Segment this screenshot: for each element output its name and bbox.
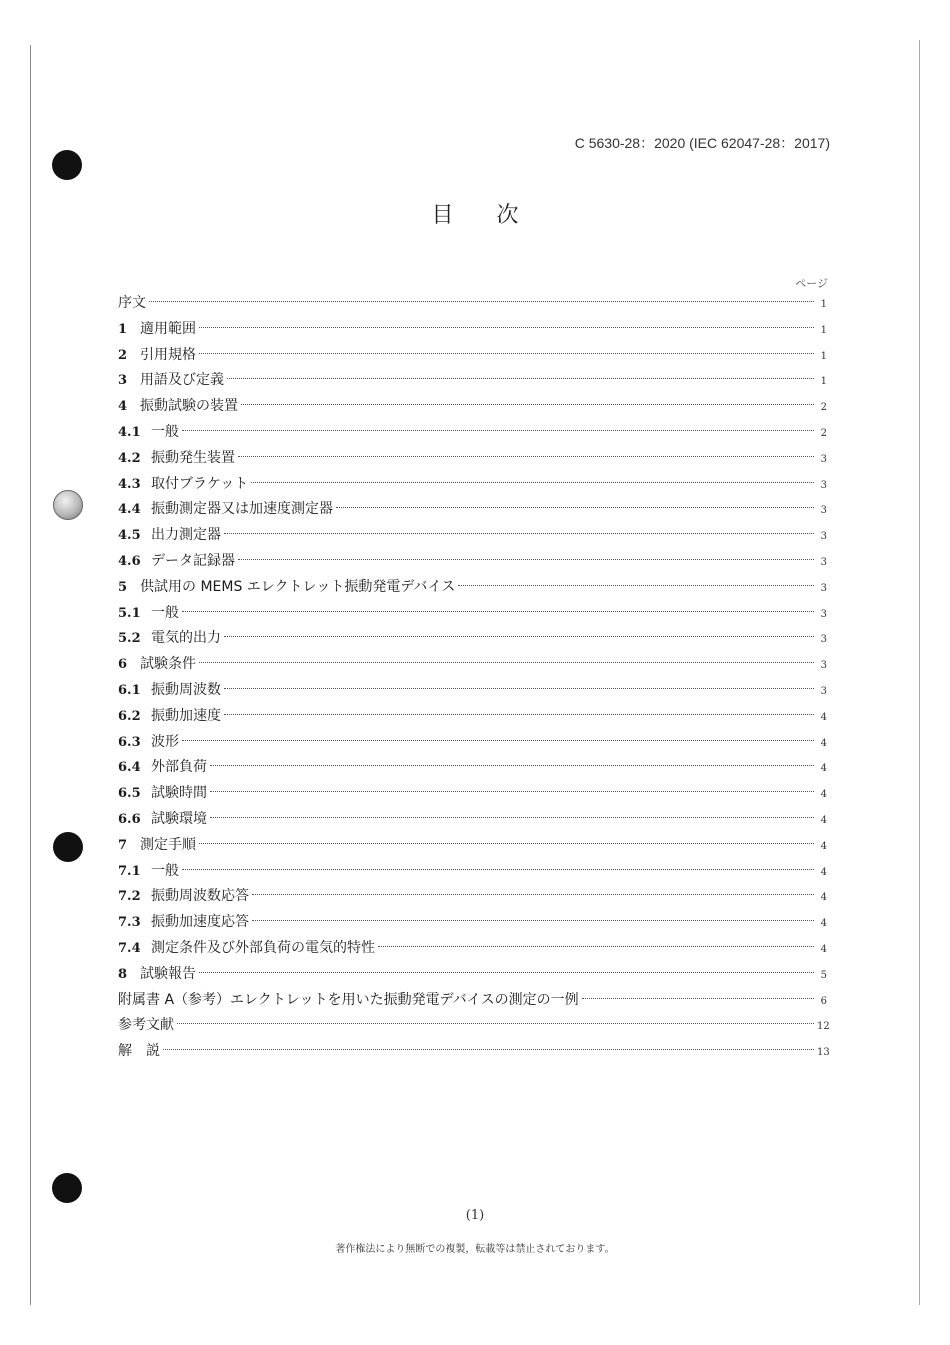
- toc-dot-leader: [210, 765, 814, 766]
- toc-dot-leader: [224, 714, 814, 715]
- toc-entry-number: 4.6: [118, 553, 141, 569]
- toc-entry[interactable]: [118, 472, 827, 498]
- toc-entry-label: 適用範囲: [140, 320, 196, 337]
- toc-entry-page: 1: [820, 324, 827, 336]
- toc-entry-page: 4: [820, 918, 827, 930]
- toc-entry[interactable]: [118, 523, 827, 549]
- toc-entry-number: 4.3: [118, 476, 141, 492]
- toc-dot-leader: [199, 327, 814, 328]
- toc-entry-label: 波形: [151, 733, 179, 750]
- toc-dot-leader: [458, 585, 814, 586]
- toc-entry-label: 振動測定器又は加速度測定器: [151, 501, 333, 518]
- page-title: 目 次: [431, 203, 537, 228]
- toc-entry-label: 振動加速度応答: [151, 914, 249, 931]
- toc-entry-page: 4: [820, 840, 827, 852]
- toc-entry-page: 5: [820, 969, 827, 981]
- toc-entry-label: 参考文献: [118, 1017, 174, 1034]
- toc-dot-leader: [336, 507, 814, 508]
- toc-entry[interactable]: [118, 859, 827, 885]
- toc-entry-label: 振動周波数: [151, 681, 221, 698]
- toc-entry-label: 測定手順: [140, 836, 196, 853]
- toc-dot-leader: [182, 869, 814, 870]
- toc-dot-leader: [227, 378, 814, 379]
- toc-entry-label: データ記録器: [151, 552, 235, 569]
- toc-entry-number: 2: [118, 347, 128, 363]
- toc-entry[interactable]: [118, 730, 827, 756]
- toc-entry-number: 7.1: [118, 863, 141, 879]
- toc-entry-label: 一般: [151, 862, 179, 879]
- toc-entry-label: 測定条件及び外部負荷の電気的特性: [151, 939, 375, 956]
- toc-entry[interactable]: [118, 420, 827, 446]
- toc-entry-label: 解 説: [118, 1043, 160, 1060]
- toc-entry[interactable]: [118, 601, 827, 627]
- toc-entry[interactable]: [118, 1013, 830, 1039]
- toc-entry[interactable]: [118, 704, 827, 730]
- toc-entry-number: 1: [118, 321, 128, 337]
- toc-dot-leader: [199, 662, 814, 663]
- toc-dot-leader: [224, 688, 814, 689]
- toc-dot-leader: [177, 1023, 814, 1024]
- toc-dot-leader: [163, 1049, 814, 1050]
- toc-entry-page: 4: [820, 763, 827, 775]
- toc-dot-leader: [238, 559, 814, 560]
- toc-dot-leader: [199, 972, 814, 973]
- toc-entry[interactable]: [118, 394, 827, 420]
- toc-entry-page: 4: [820, 943, 827, 955]
- toc-entry-label: 附属書 A（参考）エレクトレットを用いた振動発電デバイスの測定の一例: [118, 991, 579, 1008]
- toc-entry-label: 試験環境: [151, 810, 207, 827]
- toc-dot-leader: [224, 636, 814, 637]
- toc-entry-number: 7.2: [118, 889, 141, 905]
- toc-entry-label: 外部負荷: [151, 759, 207, 776]
- toc-entry-page: 1: [820, 376, 827, 388]
- toc-entry-label: 序文: [118, 295, 146, 311]
- toc-entry[interactable]: [118, 678, 827, 704]
- toc-entry-page: 6: [820, 995, 827, 1007]
- scan-edge-right: [919, 40, 920, 1305]
- toc-entry[interactable]: [118, 884, 827, 910]
- toc-entry-page: 1: [820, 299, 827, 310]
- toc-entry[interactable]: [118, 988, 827, 1014]
- toc-entry-label: 取付ブラケット: [151, 475, 249, 492]
- toc-entry[interactable]: [118, 781, 827, 807]
- toc-entry-number: 6.5: [118, 786, 141, 802]
- toc-entry[interactable]: [118, 1039, 830, 1065]
- toc-entry-page: 3: [820, 556, 827, 568]
- toc-entry-number: 7.4: [118, 940, 141, 956]
- toc-entry-label: 引用規格: [140, 346, 196, 363]
- toc-entry-label: 出力測定器: [151, 527, 221, 544]
- toc-dot-leader: [582, 998, 814, 999]
- toc-entry-label: 振動試験の装置: [140, 398, 238, 415]
- toc-dot-leader: [241, 404, 814, 405]
- toc-entry-number: 6.2: [118, 708, 141, 724]
- toc-entry-number: 3: [118, 373, 128, 389]
- table-of-contents: [118, 291, 830, 1065]
- toc-entry-number: 4.4: [118, 502, 141, 518]
- toc-entry-page: 4: [820, 866, 827, 878]
- toc-entry[interactable]: [118, 833, 827, 859]
- toc-entry-page: 12: [817, 1021, 830, 1033]
- toc-entry-page: 3: [820, 582, 827, 594]
- toc-entry[interactable]: [118, 910, 827, 936]
- toc-dot-leader: [210, 791, 814, 792]
- toc-entry-number: 6.6: [118, 811, 141, 827]
- toc-entry-label: 電気的出力: [151, 630, 221, 647]
- toc-dot-leader: [149, 301, 814, 302]
- toc-entry-number: 5.1: [118, 605, 141, 621]
- toc-dot-leader: [182, 430, 814, 431]
- toc-entry-label: 振動周波数応答: [151, 888, 249, 905]
- toc-entry-label: 振動発生装置: [151, 449, 235, 466]
- standard-number: C 5630-28：2020 (IEC 62047-28：2017): [574, 135, 830, 151]
- toc-entry-label: 試験報告: [140, 965, 196, 982]
- toc-dot-leader: [252, 920, 814, 921]
- toc-entry-number: 5: [118, 579, 128, 595]
- toc-entry[interactable]: [118, 626, 827, 652]
- toc-entry-page: 2: [820, 427, 827, 439]
- toc-entry-page: 3: [820, 453, 827, 465]
- toc-entry-number: 4.1: [118, 424, 141, 440]
- toc-entry-number: 4: [118, 399, 128, 415]
- toc-dot-leader: [182, 611, 814, 612]
- punch-hole: [52, 150, 82, 180]
- toc-entry-number: 7.3: [118, 915, 141, 931]
- toc-entry[interactable]: [118, 962, 827, 988]
- toc-entry-page: 1: [820, 350, 827, 362]
- toc-entry-number: 6: [118, 657, 128, 673]
- toc-entry-label: 供試用の MEMS エレクトレット振動発電デバイス: [140, 578, 456, 595]
- toc-dot-leader: [378, 946, 814, 947]
- toc-entry-number: 6.3: [118, 734, 141, 750]
- toc-entry-label: 試験時間: [151, 785, 207, 802]
- toc-entry-label: 一般: [151, 423, 179, 440]
- toc-entry-page: 2: [820, 402, 827, 414]
- punch-hole: [53, 832, 83, 862]
- toc-dot-leader: [224, 533, 814, 534]
- toc-entry-number: 6.4: [118, 760, 141, 776]
- toc-dot-leader: [238, 456, 814, 457]
- toc-dot-leader: [252, 894, 814, 895]
- toc-dot-leader: [199, 843, 814, 844]
- toc-dot-leader: [251, 482, 814, 483]
- toc-entry-page: 3: [820, 505, 827, 517]
- scan-edge-left: [30, 45, 31, 1305]
- toc-entry[interactable]: [118, 446, 827, 472]
- toc-entry[interactable]: [118, 549, 827, 575]
- toc-dot-leader: [182, 740, 814, 741]
- toc-entry-number: 5.2: [118, 631, 141, 647]
- punch-hole: [53, 490, 83, 520]
- copyright-notice: 著作権法により無断での複製，転載等は禁止されております。: [335, 1244, 615, 1255]
- toc-entry-label: 振動加速度: [151, 707, 221, 724]
- punch-hole: [52, 1173, 82, 1203]
- page-folio: (1): [465, 1208, 485, 1223]
- toc-entry[interactable]: [118, 755, 827, 781]
- toc-entry-page: 3: [820, 531, 827, 543]
- toc-entry[interactable]: [118, 343, 827, 369]
- toc-entry[interactable]: [118, 368, 827, 394]
- toc-entry-number: 8: [118, 966, 128, 982]
- toc-entry-page: 4: [820, 711, 827, 723]
- toc-entry[interactable]: [118, 652, 827, 678]
- toc-entry-page: 13: [817, 1047, 830, 1059]
- toc-entry-label: 試験条件: [140, 656, 196, 673]
- toc-entry-page: 4: [820, 892, 827, 904]
- toc-entry[interactable]: [118, 317, 827, 343]
- toc-entry-page: 4: [820, 737, 827, 749]
- toc-dot-leader: [199, 353, 814, 354]
- toc-entry-number: 4.5: [118, 528, 141, 544]
- toc-entry-number: 6.1: [118, 682, 141, 698]
- toc-entry-page: 3: [820, 479, 827, 491]
- toc-entry[interactable]: [118, 575, 827, 601]
- toc-entry-label: 用語及び定義: [140, 372, 224, 389]
- toc-entry-page: 4: [820, 789, 827, 801]
- toc-entry-page: 3: [820, 685, 827, 697]
- toc-entry-number: 7: [118, 837, 128, 853]
- toc-entry[interactable]: [118, 497, 827, 523]
- toc-entry-page: 3: [820, 634, 827, 646]
- toc-entry-page: 3: [820, 608, 827, 620]
- toc-entry[interactable]: [118, 807, 827, 833]
- toc-entry[interactable]: [118, 291, 827, 317]
- toc-entry-label: 一般: [151, 604, 179, 621]
- toc-entry-page: 4: [820, 814, 827, 826]
- page-column-label: ページ: [795, 277, 828, 290]
- toc-entry[interactable]: [118, 936, 827, 962]
- toc-entry-number: 4.2: [118, 450, 141, 466]
- toc-dot-leader: [210, 817, 814, 818]
- toc-entry-page: 3: [820, 660, 827, 672]
